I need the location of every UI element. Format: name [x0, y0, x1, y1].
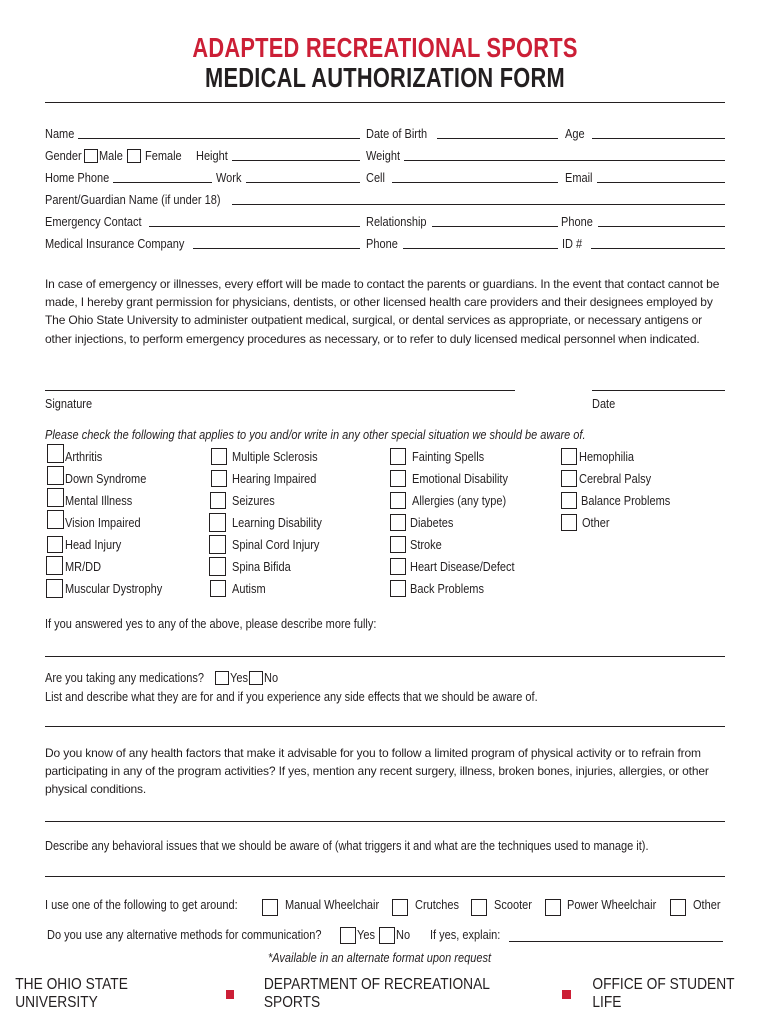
condition-label: Heart Disease/Defect — [410, 560, 515, 574]
medical-insurance-field[interactable] — [193, 248, 360, 249]
scooter-checkbox[interactable] — [471, 899, 487, 916]
signature-field[interactable] — [45, 390, 515, 391]
condition-checkbox[interactable] — [211, 448, 227, 465]
condition-checkbox[interactable] — [209, 535, 226, 554]
emergency-phone-field[interactable] — [598, 226, 725, 227]
footer-separator-square — [562, 990, 570, 999]
condition-label: Cerebral Palsy — [579, 472, 652, 486]
condition-checkbox[interactable] — [390, 580, 406, 597]
communication-yes-label: Yes — [357, 928, 375, 942]
insurance-phone-label: Phone — [366, 237, 398, 251]
home-phone-field[interactable] — [113, 182, 212, 183]
date-label: Date — [592, 397, 616, 411]
emergency-contact-field[interactable] — [149, 226, 360, 227]
weight-field[interactable] — [404, 160, 725, 161]
condition-checkbox[interactable] — [390, 514, 406, 531]
header-divider — [45, 102, 725, 103]
height-label: Height — [196, 149, 228, 163]
condition-label: Multiple Sclerosis — [232, 450, 318, 464]
work-phone-field[interactable] — [246, 182, 360, 183]
medications-no-checkbox[interactable] — [249, 671, 263, 685]
condition-checkbox[interactable] — [47, 444, 64, 463]
condition-label: Allergies (any type) — [412, 494, 507, 508]
relationship-label: Relationship — [366, 215, 427, 229]
form-title: MEDICAL AUTHORIZATION FORM — [205, 62, 565, 93]
cell-label: Cell — [366, 171, 385, 185]
relationship-field[interactable] — [432, 226, 558, 227]
email-field[interactable] — [597, 182, 725, 183]
communication-no-checkbox[interactable] — [379, 927, 395, 944]
authorization-paragraph: In case of emergency or illnesses, every effort will be made to contact the parents or guardians. In the event that contact cannot be made, I hereby grant permission for physicians, dentists, or other licensed health care providers and their designees employed by The Ohio State University to administer outpatient medical, surgical, or dental services as appropriate, or necessary antigens or other injections, to perform emergency procedures as necessary, or to refer to duly licensed medical personnel when indicated. — [45, 277, 720, 346]
get-around-prompt: I use one of the following to get around: — [45, 898, 238, 912]
describe-more-field[interactable] — [45, 656, 725, 657]
crutches-label: Crutches — [415, 898, 460, 912]
condition-label: Learning Disability — [232, 516, 322, 530]
condition-label: MR/DD — [65, 560, 102, 574]
communication-no-label: No — [396, 928, 411, 942]
dob-field[interactable] — [437, 138, 558, 139]
condition-checkbox[interactable] — [390, 470, 406, 487]
condition-checkbox[interactable] — [210, 580, 226, 597]
if-yes-explain-label: If yes, explain: — [430, 928, 501, 942]
id-field[interactable] — [591, 248, 725, 249]
condition-label: Muscular Dystrophy — [65, 582, 163, 596]
email-label: Email — [565, 171, 593, 185]
condition-checkbox[interactable] — [47, 488, 64, 507]
condition-label: Spina Bifida — [232, 560, 291, 574]
behavioral-prompt: Describe any behavioral issues that we should be aware of (what triggers it and what are the techniques used to manage it). — [45, 839, 649, 853]
condition-label: Autism — [232, 582, 266, 596]
condition-checkbox[interactable] — [209, 557, 226, 576]
gender-label: Gender — [45, 149, 82, 163]
parent-guardian-label: Parent/Guardian Name (if under 18) — [45, 193, 221, 207]
condition-label: Mental Illness — [65, 494, 133, 508]
condition-checkbox[interactable] — [390, 558, 406, 575]
condition-label: Arthritis — [65, 450, 103, 464]
condition-checkbox[interactable] — [210, 492, 226, 509]
medications-yes-checkbox[interactable] — [215, 671, 229, 685]
other-mobility-label: Other — [693, 898, 721, 912]
insurance-phone-field[interactable] — [403, 248, 558, 249]
condition-checkbox[interactable] — [46, 579, 63, 598]
manual-wheelchair-checkbox[interactable] — [262, 899, 278, 916]
condition-checkbox[interactable] — [390, 448, 406, 465]
work-phone-label: Work — [216, 171, 242, 185]
condition-label: Hemophilia — [579, 450, 635, 464]
footer-university: THE OHIO STATE UNIVERSITY — [15, 976, 128, 1011]
condition-label: Spinal Cord Injury — [232, 538, 320, 552]
condition-label: Fainting Spells — [412, 450, 485, 464]
medications-no-label: No — [264, 671, 279, 685]
health-factors-prompt: Do you know of any health factors that make it advisable for you to follow a limited program of physical activity or to refrain from participating in any of the program activities? If yes, mention any recent surgery, illness, broken bones, injuries, allergies, or other physical conditions. — [45, 746, 709, 797]
condition-checkbox[interactable] — [561, 470, 577, 487]
emergency-contact-label: Emergency Contact — [45, 215, 142, 229]
alternate-format-note: *Available in an alternate format upon request — [268, 951, 491, 965]
medications-list-prompt: List and describe what they are for and if you experience any side effects that we should be aware of. — [45, 690, 538, 704]
date-field[interactable] — [592, 390, 725, 391]
condition-checkbox[interactable] — [390, 536, 406, 553]
condition-checkbox[interactable] — [561, 514, 577, 531]
dob-label: Date of Birth — [366, 127, 428, 141]
condition-label: Stroke — [410, 538, 442, 552]
condition-label: Other — [582, 516, 610, 530]
communication-yes-checkbox[interactable] — [340, 927, 356, 944]
condition-label: Down Syndrome — [65, 472, 147, 486]
emergency-phone-label: Phone — [561, 215, 593, 229]
crutches-checkbox[interactable] — [392, 899, 408, 916]
condition-checkbox[interactable] — [47, 536, 63, 553]
parent-guardian-field[interactable] — [232, 204, 725, 205]
condition-checkbox[interactable] — [47, 466, 64, 485]
condition-label: Balance Problems — [581, 494, 671, 508]
scooter-label: Scooter — [494, 898, 532, 912]
behavioral-field[interactable] — [45, 876, 725, 877]
condition-label: Hearing Impaired — [232, 472, 317, 486]
medical-insurance-label: Medical Insurance Company — [45, 237, 185, 251]
name-field[interactable] — [78, 138, 360, 139]
communication-prompt: Do you use any alternative methods for communication? — [47, 928, 322, 942]
other-mobility-checkbox[interactable] — [670, 899, 686, 916]
power-wheelchair-label: Power Wheelchair — [567, 898, 657, 912]
age-field[interactable] — [592, 138, 725, 139]
condition-checkbox[interactable] — [561, 448, 577, 465]
condition-checkbox[interactable] — [47, 510, 64, 529]
condition-label: Head Injury — [65, 538, 122, 552]
condition-label: Vision Impaired — [65, 516, 141, 530]
manual-wheelchair-label: Manual Wheelchair — [285, 898, 380, 912]
describe-more-prompt: If you answered yes to any of the above, please describe more fully: — [45, 617, 377, 631]
condition-label: Diabetes — [410, 516, 454, 530]
footer-office: OFFICE OF STUDENT LIFE — [592, 976, 735, 1011]
condition-label: Back Problems — [410, 582, 484, 596]
health-factors-field[interactable] — [45, 821, 725, 822]
footer-separator-square — [226, 990, 234, 999]
weight-label: Weight — [366, 149, 401, 163]
conditions-instruction: Please check the following that applies to you and/or write in any other special situation we should be aware of. — [45, 428, 586, 442]
medications-field[interactable] — [45, 726, 725, 727]
condition-label: Emotional Disability — [412, 472, 508, 486]
gender-male-label: Male — [99, 149, 123, 163]
condition-checkbox[interactable] — [390, 492, 406, 509]
medications-prompt: Are you taking any medications? — [45, 671, 204, 685]
communication-explain-field[interactable] — [509, 941, 723, 942]
id-label: ID # — [562, 237, 583, 251]
condition-checkbox[interactable] — [46, 556, 63, 575]
signature-label: Signature — [45, 397, 93, 411]
gender-female-label: Female — [145, 149, 182, 163]
name-label: Name — [45, 127, 75, 141]
power-wheelchair-checkbox[interactable] — [545, 899, 561, 916]
condition-checkbox[interactable] — [211, 470, 227, 487]
home-phone-label: Home Phone — [45, 171, 110, 185]
footer — [0, 976, 770, 1012]
gender-male-checkbox[interactable] — [84, 149, 98, 163]
gender-female-checkbox[interactable] — [127, 149, 141, 163]
age-label: Age — [565, 127, 585, 141]
height-field[interactable] — [232, 160, 360, 161]
cell-field[interactable] — [392, 182, 558, 183]
form-title-program: ADAPTED RECREATIONAL SPORTS — [192, 32, 578, 63]
footer-department: DEPARTMENT OF RECREATIONAL SPORTS — [263, 976, 490, 1011]
condition-label: Seizures — [232, 494, 275, 508]
condition-checkbox[interactable] — [209, 513, 226, 532]
medications-yes-label: Yes — [230, 671, 248, 685]
condition-checkbox[interactable] — [561, 492, 577, 509]
